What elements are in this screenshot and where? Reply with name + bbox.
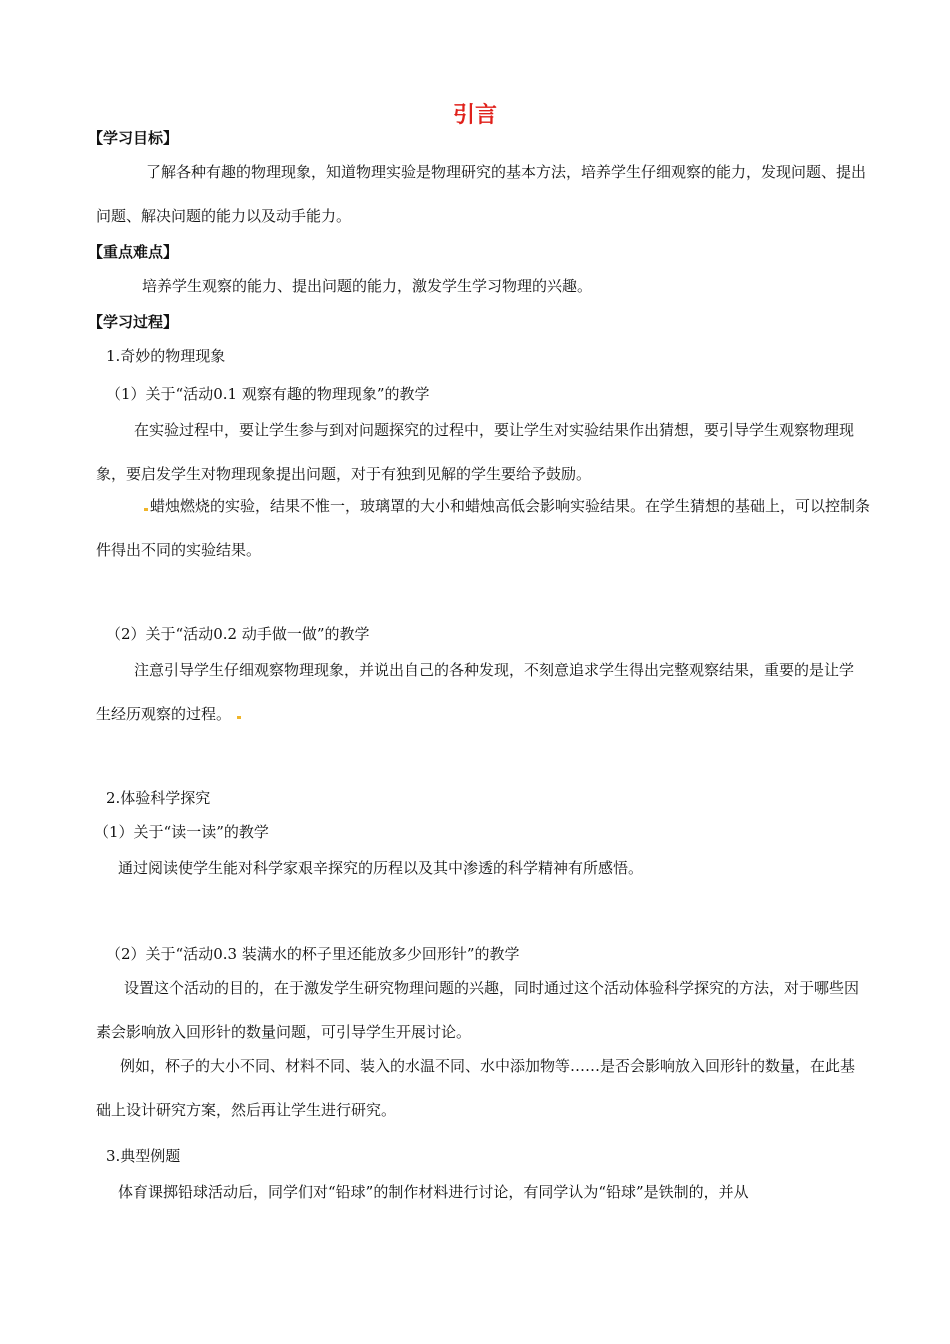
section-3-paragraph: 体育课掷铅球活动后，同学们对“铅球”的制作材料进行讨论，有同学认为“铅球”是铁制的，并从 <box>118 1183 749 1201</box>
section-3-heading: 3.典型例题 <box>106 1147 181 1165</box>
section-2-2-heading: （2）关于“活动0.3 装满水的杯子里还能放多少回形针”的教学 <box>106 945 520 963</box>
page-title: 引言 <box>452 103 497 128</box>
section-2-2-paragraph-1: 设置这个活动的目的，在于激发学生研究物理问题的兴趣，同时通过这个活动体验科学探究的方法，对于哪些因素会影响放入回形针的数量问题，可引导学生开展讨论。 <box>96 979 860 1041</box>
section-2-1-heading: （1）关于“读一读”的教学 <box>94 823 269 841</box>
section-2-heading: 2.体验科学探究 <box>106 789 211 807</box>
goal-heading: 【学习目标】 <box>88 129 179 147</box>
highlight-mark <box>237 716 241 719</box>
section-1-2-paragraph-text: 注意引导学生仔细观察物理现象，并说出自己的各种发现，不刻意追求学生得出完整观察结果，重要的是让学生经历观察的过程。 <box>96 661 855 723</box>
highlight-mark <box>144 508 148 511</box>
section-1-1-paragraph-2-text: 蜡烛燃烧的实验，结果不惟一，玻璃罩的大小和蜡烛高低会影响实验结果。在学生猜想的基础上，可以控制条件得出不同的实验结果。 <box>96 497 871 559</box>
section-1-heading: 1.奇妙的物理现象 <box>106 347 226 365</box>
section-1-1-paragraph-2 <box>96 484 871 572</box>
goal-paragraph: 了解各种有趣的物理现象，知道物理实验是物理研究的基本方法，培养学生仔细观察的能力，发现问题、提出问题、解决问题的能力以及动手能力。 <box>96 163 867 225</box>
focus-heading: 【重点难点】 <box>88 243 179 261</box>
section-1-2-heading: （2）关于“活动0.2 动手做一做”的教学 <box>106 625 370 643</box>
section-2-2-paragraph-2: 例如，杯子的大小不同、材料不同、装入的水温不同、水中添加物等……是否会影响放入回形针的数量，在此基础上设计研究方案，然后再让学生进行研究。 <box>96 1057 856 1119</box>
section-2-1-paragraph: 通过阅读使学生能对科学家艰辛探究的历程以及其中渗透的科学精神有所感悟。 <box>118 859 644 877</box>
section-1-1-heading: （1）关于“活动0.1 观察有趣的物理现象”的教学 <box>106 385 430 403</box>
section-1-2-paragraph <box>96 648 866 736</box>
process-heading: 【学习过程】 <box>88 313 179 331</box>
focus-paragraph: 培养学生观察的能力、提出问题的能力，激发学生学习物理的兴趣。 <box>142 277 593 295</box>
section-1-1-paragraph-1: 在实验过程中，要让学生参与到对问题探究的过程中，要让学生对实验结果作出猜想，要引导学生观察物理现象，要启发学生对物理现象提出问题，对于有独到见解的学生要给予鼓励。 <box>96 421 855 483</box>
